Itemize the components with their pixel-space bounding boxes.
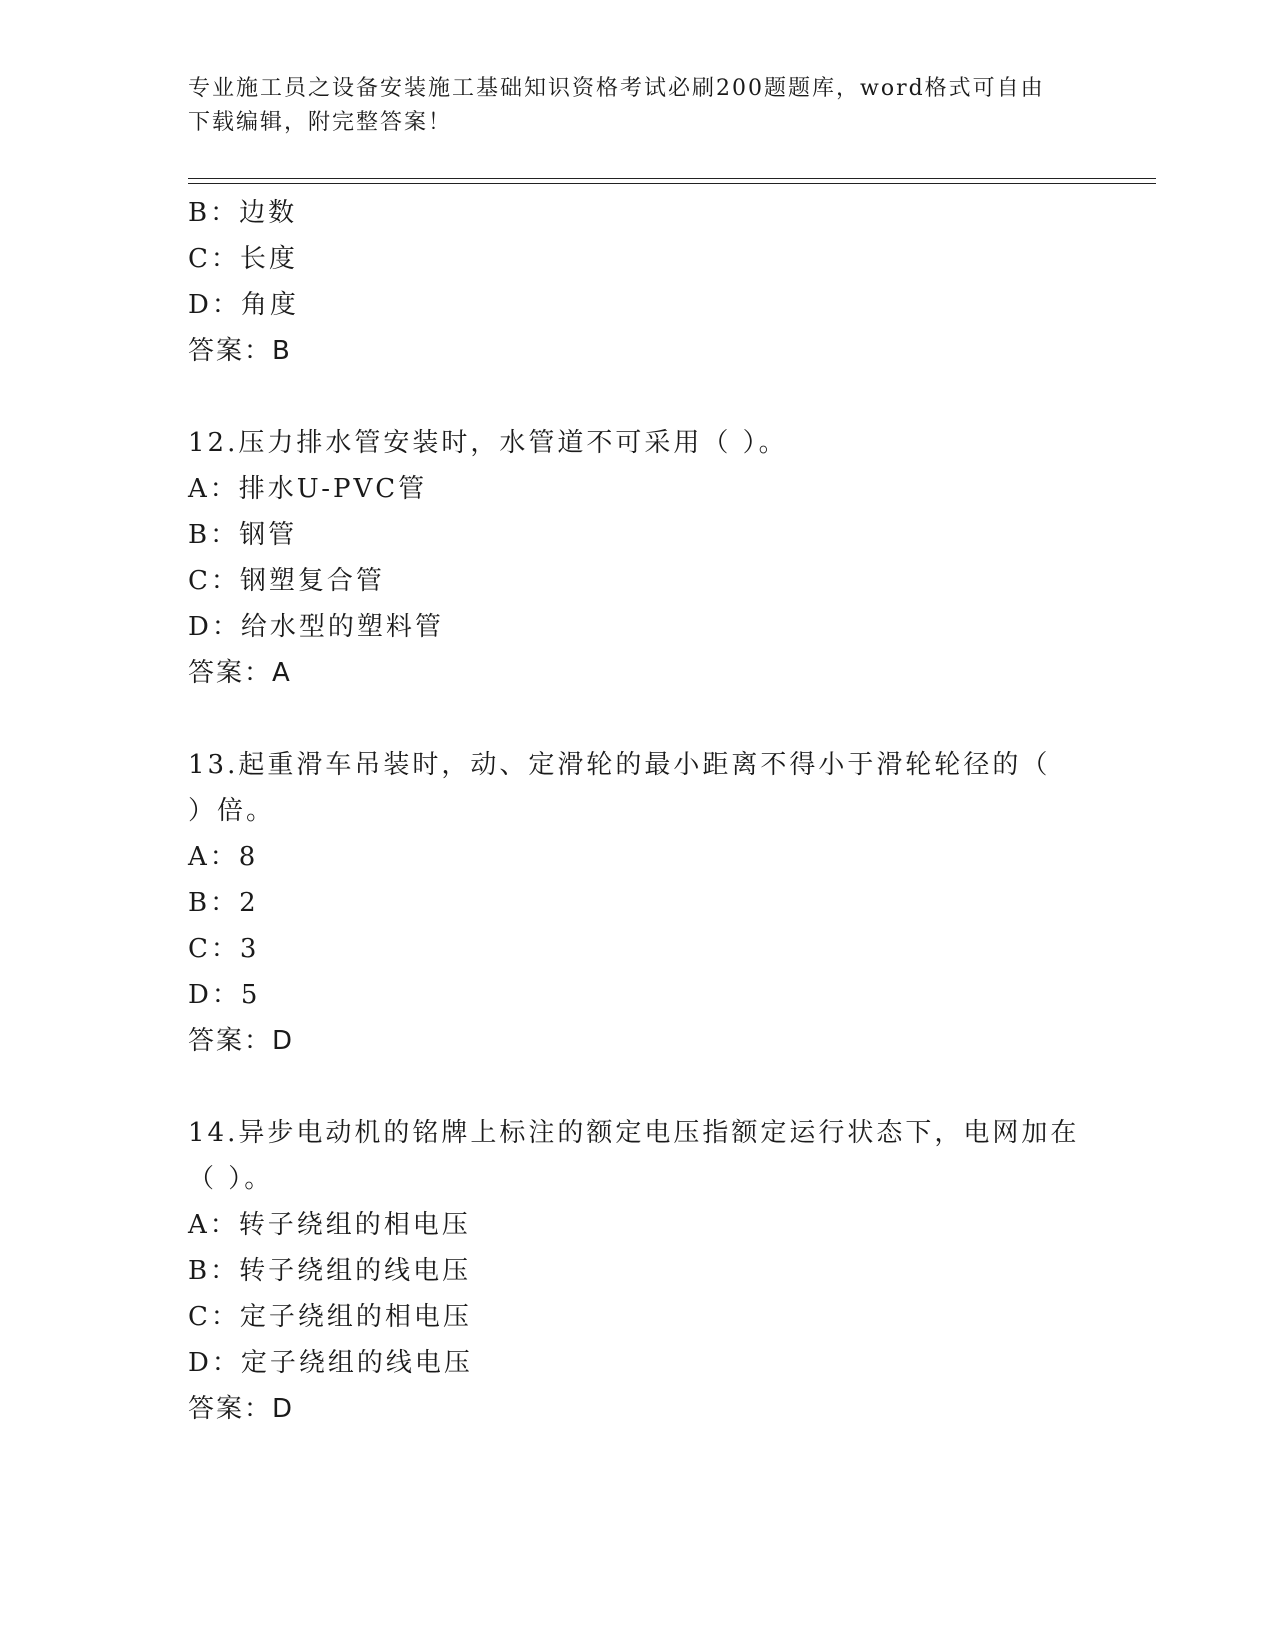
question-stem-line2: ）倍。: [188, 796, 276, 826]
question-spacer: [188, 696, 1088, 742]
option-c: C：钢塑复合管: [188, 566, 385, 596]
question-stem-line1: 13.起重滑车吊装时，动、定滑轮的最小距离不得小于滑轮轮径的（: [188, 750, 1051, 780]
question-stem: 12.压力排水管安装时，水管道不可采用（ ）。: [188, 428, 788, 458]
question-11-tail: [188, 190, 1088, 374]
answer-line: 答案：A: [188, 658, 292, 688]
header-rule-top: [188, 178, 1156, 179]
question-12: [188, 420, 1088, 696]
option-c: C：长度: [188, 244, 298, 274]
option-a: A：转子绕组的相电压: [188, 1210, 471, 1240]
option-d: D：定子绕组的线电压: [188, 1348, 473, 1378]
answer-line: 答案：B: [188, 336, 292, 366]
question-stem-line1: 14.异步电动机的铭牌上标注的额定电压指额定运行状态下，电网加在: [188, 1118, 1080, 1148]
question-spacer: [188, 1064, 1088, 1110]
option-d: D：角度: [188, 290, 299, 320]
option-d: D：给水型的塑料管: [188, 612, 444, 642]
option-a: A：8: [188, 842, 259, 872]
question-14: [188, 1110, 1088, 1432]
document-header: [188, 72, 1088, 140]
header-title-line1: 专业施工员之设备安装施工基础知识资格考试必刷200题题库，word格式可自由: [188, 76, 1045, 101]
header-rule-bottom: [188, 183, 1156, 184]
option-b: B：钢管: [188, 520, 298, 550]
question-spacer: [188, 374, 1088, 420]
option-a: A：排水U-PVC管: [188, 474, 428, 504]
option-b: B：边数: [188, 198, 298, 228]
option-c: C：3: [188, 934, 260, 964]
option-b: B：转子绕组的线电压: [188, 1256, 472, 1286]
question-list: [188, 190, 1088, 1432]
option-b: B：2: [188, 888, 259, 918]
option-d: D：5: [188, 980, 261, 1010]
answer-line: 答案：D: [188, 1394, 295, 1424]
option-c: C：定子绕组的相电压: [188, 1302, 472, 1332]
header-title-line2: 下载编辑，附完整答案！: [188, 110, 453, 135]
answer-line: 答案：D: [188, 1026, 295, 1056]
question-13: [188, 742, 1088, 1064]
question-stem-line2: （ ）。: [188, 1164, 274, 1194]
